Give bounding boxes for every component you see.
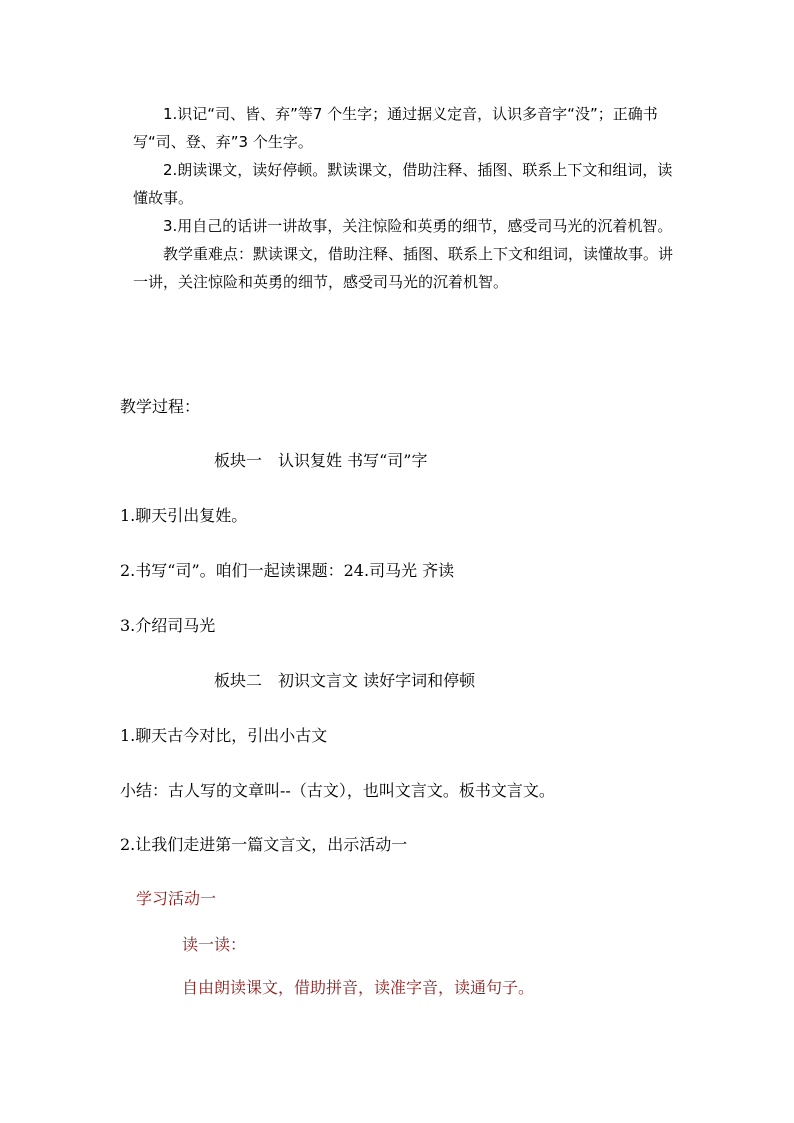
block1-item-2: 2.书写“司”。咱们一起读课题：24.司马光 齐读 <box>120 561 455 580</box>
key-difficulties: 教学重难点：默读课文，借助注释、插图、联系上下文和组词，读懂故事。讲一讲，关注惊险和英勇的细节，感受司马光的沉着机智。 <box>133 245 674 291</box>
process-heading: 教学过程： <box>120 397 201 416</box>
block1-title: 板块一 认识复姓 书写“司”字 <box>214 451 428 470</box>
activity-title: 学习活动一 <box>136 889 217 908</box>
block1-item-1: 1.聊天引出复姓。 <box>120 506 248 525</box>
block2-item-1: 1.聊天古今对比，引出小古文 <box>120 726 328 745</box>
activity-instruction: 自由朗读课文，借助拼音，读准字音，读通句子。 <box>182 978 535 997</box>
block2-title: 板块二 初识文言文 读好字词和停顿 <box>214 671 476 690</box>
objective-3: 3.用自己的话讲一讲故事，关注惊险和英勇的细节，感受司马光的沉着机智。 <box>163 217 673 235</box>
objective-2: 2.朗读课文，读好停顿。默读课文，借助注释、插图、联系上下文和组词，读懂故事。 <box>133 161 673 207</box>
objective-1: 1.识记“司、皆、弃”等7 个生字；通过据义定音，认识多音字“没”；正确书写“司、登、弃”3 个生字。 <box>133 105 658 151</box>
teaching-objectives <box>133 100 673 296</box>
block2-summary: 小结：古人写的文章叫--（古文），也叫文言文。板书文言文。 <box>120 781 555 800</box>
block1-item-3: 3.介绍司马光 <box>120 616 216 635</box>
activity-subtitle: 读一读： <box>182 935 247 954</box>
block2-item-2: 2.让我们走进第一篇文言文，出示活动一 <box>120 835 408 854</box>
